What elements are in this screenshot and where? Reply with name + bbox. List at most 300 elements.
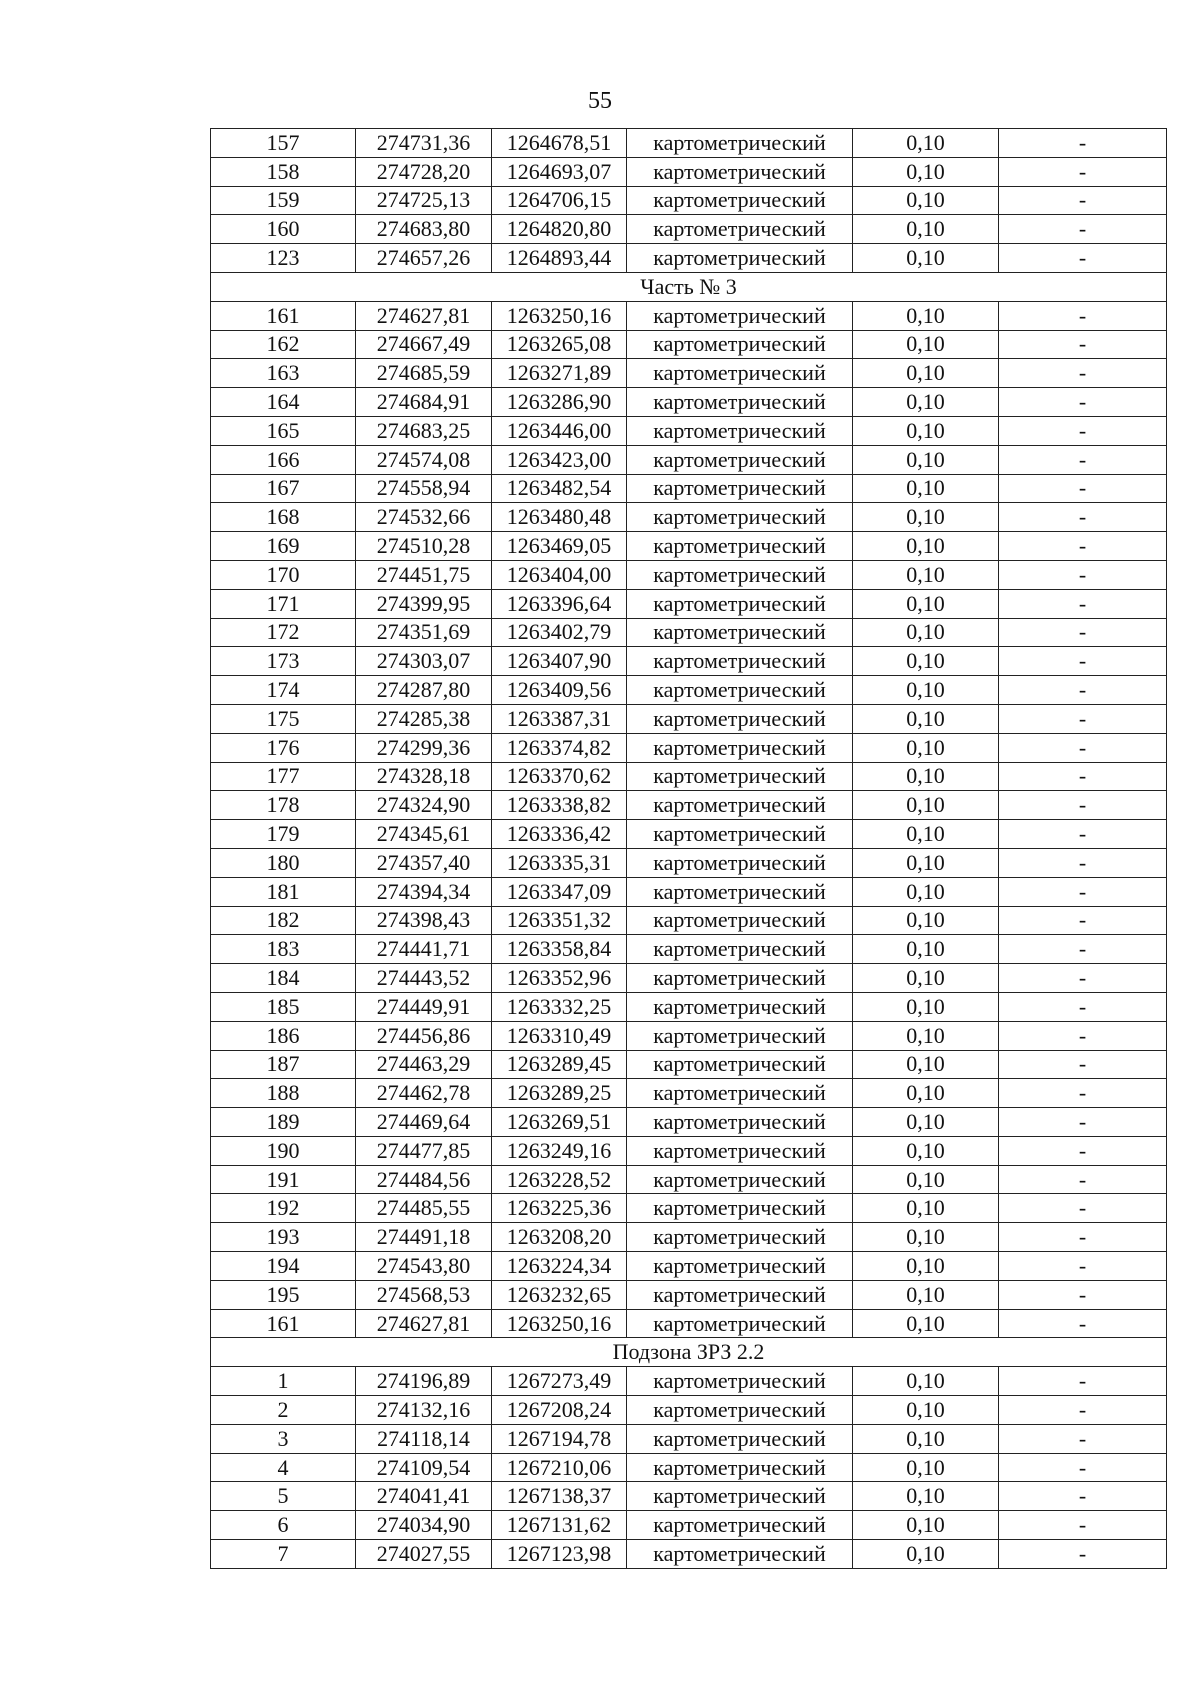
method-cell: картометрический [627, 877, 853, 906]
method-cell: картометрический [627, 330, 853, 359]
note-cell: - [999, 1165, 1167, 1194]
y-coordinate-cell: 1267194,78 [492, 1424, 627, 1453]
x-coordinate-cell: 274685,59 [356, 359, 492, 388]
method-cell: картометрический [627, 791, 853, 820]
page-number: 55 [588, 88, 612, 114]
point-number-cell: 123 [211, 244, 356, 273]
note-cell: - [999, 791, 1167, 820]
point-number-cell: 188 [211, 1079, 356, 1108]
x-coordinate-cell: 274667,49 [356, 330, 492, 359]
table-row [211, 1396, 1167, 1425]
x-coordinate-cell: 274399,95 [356, 589, 492, 618]
y-coordinate-cell: 1263404,00 [492, 560, 627, 589]
point-number-cell: 159 [211, 186, 356, 215]
accuracy-cell: 0,10 [853, 1194, 999, 1223]
method-cell: картометрический [627, 1396, 853, 1425]
y-coordinate-cell: 1263374,82 [492, 733, 627, 762]
accuracy-cell: 0,10 [853, 1223, 999, 1252]
y-coordinate-cell: 1267210,06 [492, 1453, 627, 1482]
table-row [211, 820, 1167, 849]
x-coordinate-cell: 274394,34 [356, 877, 492, 906]
method-cell: картометрический [627, 820, 853, 849]
table-row [211, 1309, 1167, 1338]
point-number-cell: 6 [211, 1511, 356, 1540]
x-coordinate-cell: 274485,55 [356, 1194, 492, 1223]
y-coordinate-cell: 1263332,25 [492, 992, 627, 1021]
y-coordinate-cell: 1264678,51 [492, 129, 627, 158]
method-cell: картометрический [627, 1453, 853, 1482]
accuracy-cell: 0,10 [853, 1540, 999, 1569]
x-coordinate-cell: 274574,08 [356, 445, 492, 474]
point-number-cell: 191 [211, 1165, 356, 1194]
point-number-cell: 190 [211, 1136, 356, 1165]
table-row [211, 301, 1167, 330]
x-coordinate-cell: 274285,38 [356, 704, 492, 733]
accuracy-cell: 0,10 [853, 935, 999, 964]
x-coordinate-cell: 274287,80 [356, 676, 492, 705]
x-coordinate-cell: 274568,53 [356, 1280, 492, 1309]
table-row [211, 906, 1167, 935]
method-cell: картометрический [627, 964, 853, 993]
point-number-cell: 182 [211, 906, 356, 935]
x-coordinate-cell: 274532,66 [356, 503, 492, 532]
x-coordinate-cell: 274303,07 [356, 647, 492, 676]
note-cell: - [999, 848, 1167, 877]
note-cell: - [999, 964, 1167, 993]
note-cell: - [999, 820, 1167, 849]
table-row [211, 215, 1167, 244]
table-row [211, 618, 1167, 647]
accuracy-cell: 0,10 [853, 964, 999, 993]
y-coordinate-cell: 1263402,79 [492, 618, 627, 647]
note-cell: - [999, 935, 1167, 964]
x-coordinate-cell: 274491,18 [356, 1223, 492, 1252]
point-number-cell: 193 [211, 1223, 356, 1252]
method-cell: картометрический [627, 215, 853, 244]
table-row [211, 877, 1167, 906]
table-row [211, 1021, 1167, 1050]
y-coordinate-cell: 1263271,89 [492, 359, 627, 388]
note-cell: - [999, 129, 1167, 158]
table-row [211, 330, 1167, 359]
accuracy-cell: 0,10 [853, 359, 999, 388]
y-coordinate-cell: 1267138,37 [492, 1482, 627, 1511]
y-coordinate-cell: 1263358,84 [492, 935, 627, 964]
accuracy-cell: 0,10 [853, 791, 999, 820]
note-cell: - [999, 589, 1167, 618]
accuracy-cell: 0,10 [853, 330, 999, 359]
note-cell: - [999, 1252, 1167, 1281]
x-coordinate-cell: 274657,26 [356, 244, 492, 273]
point-number-cell: 160 [211, 215, 356, 244]
point-number-cell: 7 [211, 1540, 356, 1569]
accuracy-cell: 0,10 [853, 1280, 999, 1309]
method-cell: картометрический [627, 704, 853, 733]
point-number-cell: 181 [211, 877, 356, 906]
point-number-cell: 194 [211, 1252, 356, 1281]
y-coordinate-cell: 1263347,09 [492, 877, 627, 906]
table-row [211, 992, 1167, 1021]
method-cell: картометрический [627, 301, 853, 330]
accuracy-cell: 0,10 [853, 733, 999, 762]
x-coordinate-cell: 274034,90 [356, 1511, 492, 1540]
y-coordinate-cell: 1263336,42 [492, 820, 627, 849]
note-cell: - [999, 762, 1167, 791]
y-coordinate-cell: 1263250,16 [492, 301, 627, 330]
point-number-cell: 166 [211, 445, 356, 474]
x-coordinate-cell: 274456,86 [356, 1021, 492, 1050]
method-cell: картометрический [627, 416, 853, 445]
note-cell: - [999, 1108, 1167, 1137]
point-number-cell: 168 [211, 503, 356, 532]
x-coordinate-cell: 274441,71 [356, 935, 492, 964]
note-cell: - [999, 388, 1167, 417]
note-cell: - [999, 1280, 1167, 1309]
note-cell: - [999, 704, 1167, 733]
table-row [211, 445, 1167, 474]
method-cell: картометрический [627, 1021, 853, 1050]
y-coordinate-cell: 1263249,16 [492, 1136, 627, 1165]
y-coordinate-cell: 1263286,90 [492, 388, 627, 417]
accuracy-cell: 0,10 [853, 877, 999, 906]
method-cell: картометрический [627, 1050, 853, 1079]
table-row [211, 388, 1167, 417]
note-cell: - [999, 416, 1167, 445]
table-row [211, 244, 1167, 273]
table-row [211, 186, 1167, 215]
point-number-cell: 3 [211, 1424, 356, 1453]
x-coordinate-cell: 274683,25 [356, 416, 492, 445]
accuracy-cell: 0,10 [853, 129, 999, 158]
x-coordinate-cell: 274118,14 [356, 1424, 492, 1453]
method-cell: картометрический [627, 589, 853, 618]
accuracy-cell: 0,10 [853, 906, 999, 935]
table-row [211, 704, 1167, 733]
y-coordinate-cell: 1263289,25 [492, 1079, 627, 1108]
accuracy-cell: 0,10 [853, 1252, 999, 1281]
accuracy-cell: 0,10 [853, 474, 999, 503]
table-row [211, 1079, 1167, 1108]
x-coordinate-cell: 274196,89 [356, 1367, 492, 1396]
method-cell: картометрический [627, 618, 853, 647]
note-cell: - [999, 733, 1167, 762]
section-title: Подзона ЗРЗ 2.2 [211, 1338, 1167, 1367]
method-cell: картометрический [627, 503, 853, 532]
section-header-row [211, 1338, 1167, 1367]
y-coordinate-cell: 1263387,31 [492, 704, 627, 733]
accuracy-cell: 0,10 [853, 1309, 999, 1338]
x-coordinate-cell: 274132,16 [356, 1396, 492, 1425]
table-row [211, 560, 1167, 589]
accuracy-cell: 0,10 [853, 1136, 999, 1165]
method-cell: картометрический [627, 906, 853, 935]
x-coordinate-cell: 274725,13 [356, 186, 492, 215]
table-row [211, 1252, 1167, 1281]
method-cell: картометрический [627, 1367, 853, 1396]
table-row [211, 1194, 1167, 1223]
method-cell: картометрический [627, 244, 853, 273]
note-cell: - [999, 1136, 1167, 1165]
y-coordinate-cell: 1263310,49 [492, 1021, 627, 1050]
method-cell: картометрический [627, 676, 853, 705]
accuracy-cell: 0,10 [853, 676, 999, 705]
point-number-cell: 169 [211, 532, 356, 561]
y-coordinate-cell: 1264820,80 [492, 215, 627, 244]
point-number-cell: 183 [211, 935, 356, 964]
accuracy-cell: 0,10 [853, 848, 999, 877]
method-cell: картометрический [627, 1194, 853, 1223]
accuracy-cell: 0,10 [853, 503, 999, 532]
note-cell: - [999, 1367, 1167, 1396]
point-number-cell: 158 [211, 157, 356, 186]
table-row [211, 1108, 1167, 1137]
y-coordinate-cell: 1263228,52 [492, 1165, 627, 1194]
table-row [211, 935, 1167, 964]
accuracy-cell: 0,10 [853, 532, 999, 561]
y-coordinate-cell: 1263269,51 [492, 1108, 627, 1137]
accuracy-cell: 0,10 [853, 820, 999, 849]
accuracy-cell: 0,10 [853, 647, 999, 676]
y-coordinate-cell: 1263351,32 [492, 906, 627, 935]
point-number-cell: 171 [211, 589, 356, 618]
coordinates-table-body [211, 129, 1167, 1569]
note-cell: - [999, 1396, 1167, 1425]
point-number-cell: 185 [211, 992, 356, 1021]
y-coordinate-cell: 1267208,24 [492, 1396, 627, 1425]
method-cell: картометрический [627, 560, 853, 589]
table-row [211, 503, 1167, 532]
note-cell: - [999, 1309, 1167, 1338]
method-cell: картометрический [627, 992, 853, 1021]
note-cell: - [999, 503, 1167, 532]
x-coordinate-cell: 274351,69 [356, 618, 492, 647]
table-row [211, 964, 1167, 993]
point-number-cell: 187 [211, 1050, 356, 1079]
x-coordinate-cell: 274443,52 [356, 964, 492, 993]
note-cell: - [999, 1050, 1167, 1079]
table-row [211, 1280, 1167, 1309]
note-cell: - [999, 157, 1167, 186]
table-row [211, 359, 1167, 388]
accuracy-cell: 0,10 [853, 388, 999, 417]
method-cell: картометрический [627, 359, 853, 388]
accuracy-cell: 0,10 [853, 1079, 999, 1108]
method-cell: картометрический [627, 445, 853, 474]
point-number-cell: 4 [211, 1453, 356, 1482]
y-coordinate-cell: 1264693,07 [492, 157, 627, 186]
section-header-row [211, 272, 1167, 301]
accuracy-cell: 0,10 [853, 1021, 999, 1050]
y-coordinate-cell: 1263338,82 [492, 791, 627, 820]
note-cell: - [999, 1511, 1167, 1540]
y-coordinate-cell: 1263446,00 [492, 416, 627, 445]
y-coordinate-cell: 1263396,64 [492, 589, 627, 618]
table-row [211, 129, 1167, 158]
accuracy-cell: 0,10 [853, 1482, 999, 1511]
method-cell: картометрический [627, 1280, 853, 1309]
section-title: Часть № 3 [211, 272, 1167, 301]
x-coordinate-cell: 274510,28 [356, 532, 492, 561]
method-cell: картометрический [627, 935, 853, 964]
note-cell: - [999, 618, 1167, 647]
accuracy-cell: 0,10 [853, 186, 999, 215]
point-number-cell: 175 [211, 704, 356, 733]
point-number-cell: 161 [211, 301, 356, 330]
y-coordinate-cell: 1263469,05 [492, 532, 627, 561]
note-cell: - [999, 877, 1167, 906]
table-row [211, 1482, 1167, 1511]
table-row [211, 676, 1167, 705]
x-coordinate-cell: 274731,36 [356, 129, 492, 158]
note-cell: - [999, 532, 1167, 561]
accuracy-cell: 0,10 [853, 416, 999, 445]
point-number-cell: 174 [211, 676, 356, 705]
x-coordinate-cell: 274543,80 [356, 1252, 492, 1281]
note-cell: - [999, 1223, 1167, 1252]
table-row [211, 1050, 1167, 1079]
x-coordinate-cell: 274627,81 [356, 301, 492, 330]
accuracy-cell: 0,10 [853, 1367, 999, 1396]
method-cell: картометрический [627, 1079, 853, 1108]
y-coordinate-cell: 1263208,20 [492, 1223, 627, 1252]
accuracy-cell: 0,10 [853, 992, 999, 1021]
point-number-cell: 5 [211, 1482, 356, 1511]
note-cell: - [999, 1079, 1167, 1108]
note-cell: - [999, 906, 1167, 935]
accuracy-cell: 0,10 [853, 1396, 999, 1425]
point-number-cell: 192 [211, 1194, 356, 1223]
accuracy-cell: 0,10 [853, 301, 999, 330]
x-coordinate-cell: 274627,81 [356, 1309, 492, 1338]
y-coordinate-cell: 1263250,16 [492, 1309, 627, 1338]
y-coordinate-cell: 1263482,54 [492, 474, 627, 503]
note-cell: - [999, 676, 1167, 705]
note-cell: - [999, 1194, 1167, 1223]
method-cell: картометрический [627, 1165, 853, 1194]
point-number-cell: 162 [211, 330, 356, 359]
point-number-cell: 180 [211, 848, 356, 877]
method-cell: картометрический [627, 1309, 853, 1338]
accuracy-cell: 0,10 [853, 157, 999, 186]
x-coordinate-cell: 274345,61 [356, 820, 492, 849]
note-cell: - [999, 301, 1167, 330]
point-number-cell: 165 [211, 416, 356, 445]
note-cell: - [999, 445, 1167, 474]
y-coordinate-cell: 1263407,90 [492, 647, 627, 676]
method-cell: картометрический [627, 1252, 853, 1281]
note-cell: - [999, 330, 1167, 359]
method-cell: картометрический [627, 848, 853, 877]
point-number-cell: 173 [211, 647, 356, 676]
point-number-cell: 195 [211, 1280, 356, 1309]
x-coordinate-cell: 274477,85 [356, 1136, 492, 1165]
point-number-cell: 1 [211, 1367, 356, 1396]
point-number-cell: 189 [211, 1108, 356, 1137]
point-number-cell: 161 [211, 1309, 356, 1338]
method-cell: картометрический [627, 647, 853, 676]
accuracy-cell: 0,10 [853, 618, 999, 647]
method-cell: картометрический [627, 157, 853, 186]
y-coordinate-cell: 1264893,44 [492, 244, 627, 273]
point-number-cell: 178 [211, 791, 356, 820]
table-row [211, 1223, 1167, 1252]
y-coordinate-cell: 1263232,65 [492, 1280, 627, 1309]
table-row [211, 1136, 1167, 1165]
note-cell: - [999, 992, 1167, 1021]
y-coordinate-cell: 1263480,48 [492, 503, 627, 532]
table-row [211, 762, 1167, 791]
y-coordinate-cell: 1263409,56 [492, 676, 627, 705]
point-number-cell: 170 [211, 560, 356, 589]
method-cell: картометрический [627, 388, 853, 417]
point-number-cell: 177 [211, 762, 356, 791]
x-coordinate-cell: 274484,56 [356, 1165, 492, 1194]
method-cell: картометрический [627, 1424, 853, 1453]
accuracy-cell: 0,10 [853, 1453, 999, 1482]
accuracy-cell: 0,10 [853, 215, 999, 244]
method-cell: картометрический [627, 129, 853, 158]
x-coordinate-cell: 274469,64 [356, 1108, 492, 1137]
point-number-cell: 157 [211, 129, 356, 158]
note-cell: - [999, 1424, 1167, 1453]
method-cell: картометрический [627, 1540, 853, 1569]
note-cell: - [999, 1540, 1167, 1569]
table-row [211, 1165, 1167, 1194]
point-number-cell: 186 [211, 1021, 356, 1050]
method-cell: картометрический [627, 1136, 853, 1165]
y-coordinate-cell: 1263335,31 [492, 848, 627, 877]
accuracy-cell: 0,10 [853, 589, 999, 618]
table-row [211, 1367, 1167, 1396]
table-row [211, 848, 1167, 877]
x-coordinate-cell: 274451,75 [356, 560, 492, 589]
x-coordinate-cell: 274041,41 [356, 1482, 492, 1511]
table-row [211, 733, 1167, 762]
method-cell: картометрический [627, 733, 853, 762]
note-cell: - [999, 1453, 1167, 1482]
coordinates-table [210, 128, 1167, 1569]
table-row [211, 647, 1167, 676]
x-coordinate-cell: 274449,91 [356, 992, 492, 1021]
note-cell: - [999, 359, 1167, 388]
accuracy-cell: 0,10 [853, 1050, 999, 1079]
table-row [211, 1453, 1167, 1482]
note-cell: - [999, 560, 1167, 589]
y-coordinate-cell: 1263352,96 [492, 964, 627, 993]
point-number-cell: 172 [211, 618, 356, 647]
method-cell: картометрический [627, 474, 853, 503]
x-coordinate-cell: 274027,55 [356, 1540, 492, 1569]
y-coordinate-cell: 1267123,98 [492, 1540, 627, 1569]
x-coordinate-cell: 274357,40 [356, 848, 492, 877]
y-coordinate-cell: 1263225,36 [492, 1194, 627, 1223]
note-cell: - [999, 647, 1167, 676]
method-cell: картометрический [627, 762, 853, 791]
y-coordinate-cell: 1263289,45 [492, 1050, 627, 1079]
y-coordinate-cell: 1264706,15 [492, 186, 627, 215]
y-coordinate-cell: 1267273,49 [492, 1367, 627, 1396]
accuracy-cell: 0,10 [853, 1108, 999, 1137]
x-coordinate-cell: 274558,94 [356, 474, 492, 503]
accuracy-cell: 0,10 [853, 1424, 999, 1453]
table-row [211, 589, 1167, 618]
accuracy-cell: 0,10 [853, 704, 999, 733]
point-number-cell: 184 [211, 964, 356, 993]
method-cell: картометрический [627, 1223, 853, 1252]
x-coordinate-cell: 274324,90 [356, 791, 492, 820]
y-coordinate-cell: 1263370,62 [492, 762, 627, 791]
y-coordinate-cell: 1263265,08 [492, 330, 627, 359]
